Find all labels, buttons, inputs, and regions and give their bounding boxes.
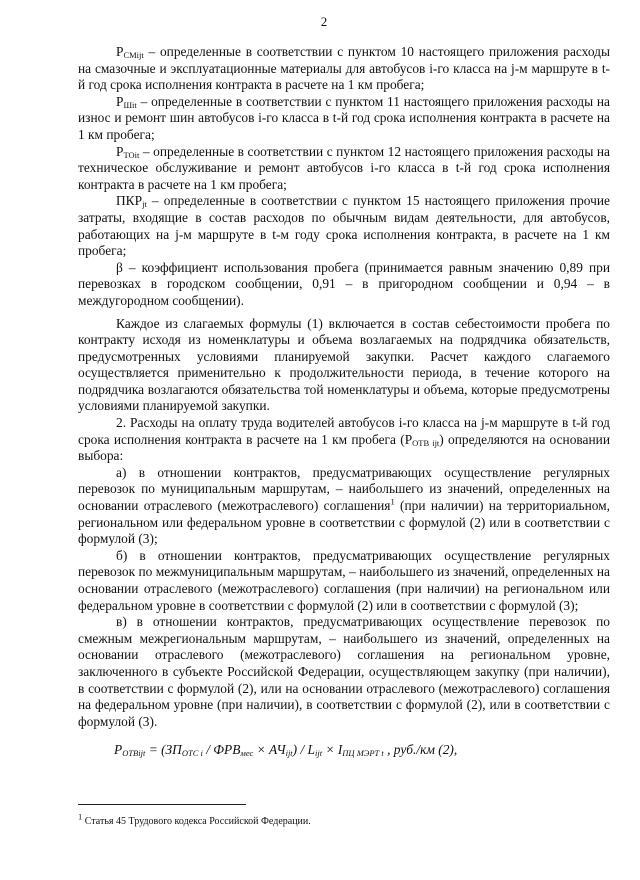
footnote-text: Статья 45 Трудового кодекса Российской Федерации.: [84, 816, 311, 827]
formula-sub: ОТС i: [181, 748, 203, 759]
definition-text: – определенные в соответствии с пунктом 12 настоящего приложения расходы на техническое обслуживание и ремонт автобусов i-го класса в t-й год срока исполнения контракта в расчете на 1 км пробега;: [78, 143, 610, 192]
definition-p-sh: [78, 94, 610, 144]
formula-part: × I: [322, 742, 343, 758]
formula-part: = (ЗП: [145, 742, 182, 758]
definition-text: – определенные в соответствии с пунктом 11 настоящего приложения расходы на износ и ремонт шин автобусов i-го класса в t-й год срока исполнения контракта в расчете на 1 км пробега;: [78, 93, 610, 142]
item-c: в) в отношении контрактов, предусматривающих осуществление перевозок по смежным межрегиональным маршрутам, – наибольшего из значений, определенных на основании отраслевого (межотраслевого) соглашения на региональном уровне, заключенного в субъекте Российской Федерации, осуществляющем закупку (при наличии), в соответствии с формулой (2), или на основании отраслевого (межотраслевого) соглашения на федеральном уровне (при наличии), в соответствии с формулой (2), или в соответствии с формулой (3).: [78, 614, 610, 729]
item-b: б) в отношении контрактов, предусматривающих осуществление регулярных перевозок по межмуниципальным маршрутам, – наибольшего из значений, определенных на основании отраслевого (межотраслевого) соглашения (при наличии) на региональном или федеральном уровне в соответствии с формулой (2) или в соответствии с формулой (3);: [78, 547, 610, 613]
definition-text: – коэффициент использования пробега (принимается равным значению 0,89 при перевозках в городском сообщении, 0,91 – в пригородном сообщении и 0,94 – в междугородном сообщении).: [78, 259, 610, 308]
formula-sub: ПЦ МЭРТ t: [342, 748, 384, 759]
formula-2: [114, 742, 610, 758]
definition-text: – определенные в соответствии с пунктом 10 настоящего приложения расходы на смазочные и эксплуатационные материалы для автобусов i-го класса на j-м маршруте в t-й год срока исполнения контракта в расчете на 1 км пробега;: [78, 44, 610, 93]
item-a: [78, 465, 610, 548]
definition-beta: [78, 260, 610, 310]
formula-part: / ФРВ: [202, 742, 241, 758]
symbol-subscript: ТОit: [123, 149, 140, 160]
symbol-subscript: ОТВ ijt: [412, 437, 440, 448]
symbol: β: [116, 259, 123, 275]
formula-sub: ijt: [315, 748, 323, 759]
formula-part: ) / L: [292, 742, 315, 758]
footnote-ref: 1: [390, 496, 395, 507]
formula-part: , руб./км (2),: [383, 742, 458, 758]
symbol: Р: [116, 44, 124, 59]
item-a-text-end: (при наличии) на территориальном, региональном или федеральном уровне в соответствии с формулой (2) или в соответствии с формулой (3);: [78, 498, 610, 547]
definition-p-to: [78, 144, 610, 194]
formula-sub: мес: [240, 748, 254, 759]
formula-part: Р: [114, 742, 123, 758]
formula-sub: ijt: [285, 748, 293, 759]
symbol: ПКР: [116, 193, 143, 209]
document-body: [78, 44, 610, 758]
definition-text: – определенные в соответствии с пунктом 15 настоящего приложения прочие затраты, входящие в состав расходов по обычным видам деятельности, для автобусов, работающих на j-м маршруте в t-м году срока исполнения контракта, в расчете на 1 км пробега;: [78, 193, 610, 259]
symbol: Р: [116, 143, 124, 159]
footnote: [78, 811, 311, 827]
definition-p-sm: [78, 44, 610, 94]
paragraph-2: [78, 415, 610, 465]
symbol-subscript: Шit: [123, 99, 137, 110]
footnote-divider: [78, 804, 246, 805]
formula-part: × АЧ: [253, 742, 286, 758]
paragraph-2-text: 2. Расходы на оплату труда водителей автобусов i-го класса на j-м маршруте в t-й год срока исполнения контракта в расчете на 1 км пробега (Р: [78, 415, 610, 447]
definition-pkr: [78, 193, 610, 259]
symbol: Р: [116, 93, 124, 109]
symbol-subscript: СМijt: [123, 50, 144, 60]
formula-sub: ОТВijt: [122, 748, 146, 759]
paragraph-costs: Каждое из слагаемых формулы (1) включается в состав себестоимости пробега по контракту исходя из номенклатуры и объема возлагаемых на подрядчика обязательств, предусмотренных условиями планируемой закупки. Расчет каждого слагаемого осуществляется применительно к продолжительности периода, в течение которого на подрядчика возлагаются обязательства той номенклатуры и объема, которые предусмотрены условиями планируемой закупки.: [78, 315, 610, 414]
footnote-mark: 1: [78, 811, 83, 822]
page-number: 2: [320, 14, 328, 29]
paragraph-2-text-end: ) определяются на основании выбора:: [78, 431, 610, 464]
symbol-subscript: jt: [142, 199, 147, 210]
item-a-text: а) в отношении контрактов, предусматривающих осуществление регулярных перевозок по муниципальным маршрутам, – наибольшего из значений, определенных на основании отраслевого (межотраслевого) соглашения: [78, 464, 610, 514]
